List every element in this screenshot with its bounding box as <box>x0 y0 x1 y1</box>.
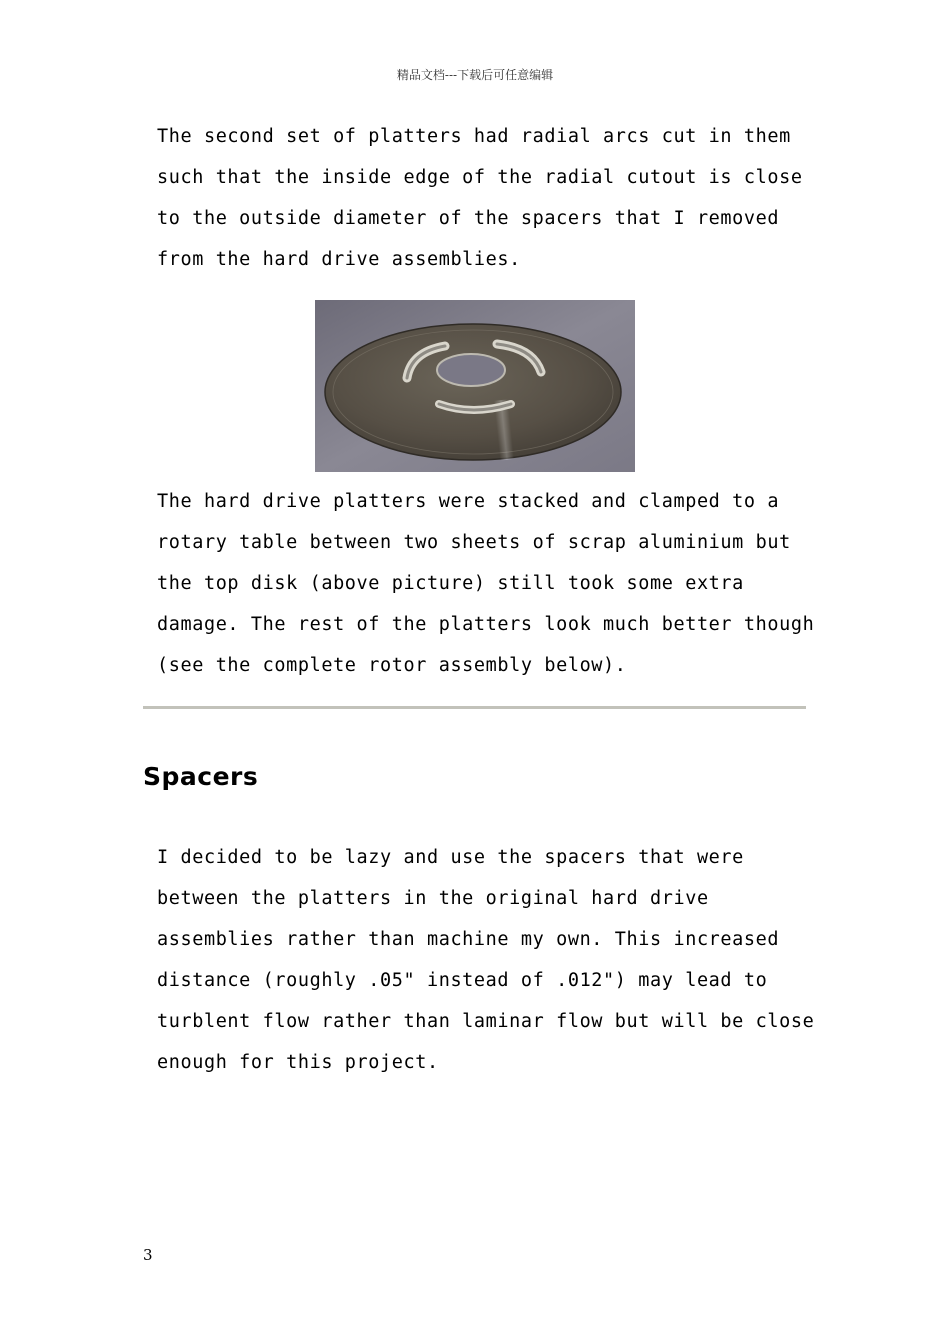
text-line: The hard drive platters were stacked and clamped to a <box>157 491 780 512</box>
platter-photo-graphic <box>315 300 635 472</box>
text-line: the top disk (above picture) still took some extra <box>157 573 744 594</box>
text-line: enough for this project. <box>157 1052 439 1073</box>
text-line: (see the complete rotor assembly below). <box>157 655 627 676</box>
page-number: 3 <box>143 1246 153 1264</box>
text-line: to the outside diameter of the spacers that I removed <box>157 208 780 229</box>
paragraph-platters-arcs <box>157 116 817 280</box>
text-line: from the hard drive assemblies. <box>157 249 521 270</box>
paragraph-stacking <box>157 481 817 686</box>
text-line: damage. The rest of the platters look much better though <box>157 614 815 635</box>
text-line: distance (roughly .05" instead of .012") may lead to <box>157 970 768 991</box>
text-line: assemblies rather than machine my own. This increased <box>157 929 780 950</box>
text-line: between the platters in the original hard drive <box>157 888 709 909</box>
text-line: rotary table between two sheets of scrap aluminium but <box>157 532 791 553</box>
horizontal-divider <box>143 706 806 709</box>
text-line: I decided to be lazy and use the spacers that were <box>157 847 744 868</box>
platter-photo <box>315 300 635 472</box>
text-line: turblent flow rather than laminar flow but will be close <box>157 1011 815 1032</box>
text-line: The second set of platters had radial arcs cut in them <box>157 126 791 147</box>
paragraph-spacers <box>157 837 817 1083</box>
page-header: 精品文档---下载后可任意编辑 <box>396 68 554 82</box>
section-heading-spacers: Spacers <box>143 762 259 791</box>
text-line: such that the inside edge of the radial cutout is close <box>157 167 803 188</box>
